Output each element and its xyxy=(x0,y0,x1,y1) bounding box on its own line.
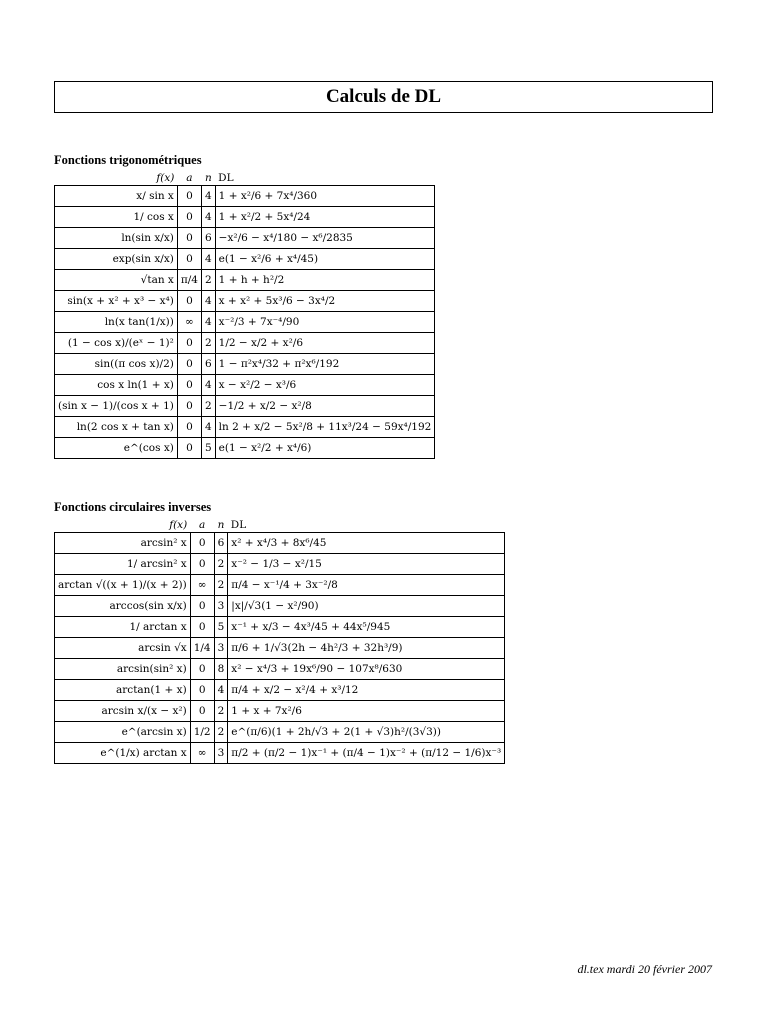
cell-n: 2 xyxy=(214,722,228,743)
table-row xyxy=(55,596,505,617)
cell-n: 2 xyxy=(214,554,228,575)
table-header-row xyxy=(55,518,505,533)
cell-dl: e^(π/6)(1 + 2h/√3 + 2(1 + √3)h²/(3√3)) xyxy=(228,722,505,743)
cell-a: 0 xyxy=(177,333,201,354)
cell-dl: −x²/6 − x⁴/180 − x⁶/2835 xyxy=(215,228,435,249)
cell-n: 6 xyxy=(214,533,228,554)
table-row xyxy=(55,228,435,249)
page-title: Calculs de DL xyxy=(325,86,442,107)
cell-function: arcsin(sin² x) xyxy=(55,659,191,680)
cell-a: 0 xyxy=(177,207,201,228)
cell-dl: e(1 − x²/2 + x⁴/6) xyxy=(215,438,435,459)
cell-function: arcsin √x xyxy=(55,638,191,659)
cell-n: 3 xyxy=(214,596,228,617)
cell-n: 4 xyxy=(201,417,215,438)
cell-dl: 1 + x²/6 + 7x⁴/360 xyxy=(215,186,435,207)
cell-dl: 1 + h + h²/2 xyxy=(215,270,435,291)
table-row xyxy=(55,722,505,743)
cell-a: 0 xyxy=(177,396,201,417)
table-row xyxy=(55,617,505,638)
table-row xyxy=(55,554,505,575)
table-row xyxy=(55,533,505,554)
cell-function: e^(1/x) arctan x xyxy=(55,743,191,764)
cell-dl: 1 + x²/2 + 5x⁴/24 xyxy=(215,207,435,228)
cell-function: (sin x − 1)/(cos x + 1) xyxy=(55,396,178,417)
cell-function: ln(x tan(1/x)) xyxy=(55,312,178,333)
cell-dl: x⁻² − 1/3 − x²/15 xyxy=(228,554,505,575)
cell-n: 8 xyxy=(214,659,228,680)
cell-function: e^(arcsin x) xyxy=(55,722,191,743)
table-row xyxy=(55,291,435,312)
table-row xyxy=(55,270,435,291)
cell-dl: x − x²/2 − x³/6 xyxy=(215,375,435,396)
title-box xyxy=(54,81,713,113)
cell-a: 0 xyxy=(190,617,214,638)
cell-a: 0 xyxy=(177,291,201,312)
cell-n: 2 xyxy=(214,575,228,596)
cell-a: 0 xyxy=(177,438,201,459)
cell-a: 0 xyxy=(177,354,201,375)
cell-a: 0 xyxy=(190,680,214,701)
cell-function: (1 − cos x)/(eˣ − 1)² xyxy=(55,333,178,354)
cell-a: π/4 xyxy=(177,270,201,291)
table-header-row xyxy=(55,171,435,186)
cell-dl: ln 2 + x/2 − 5x²/8 + 11x³/24 − 59x⁴/192 xyxy=(215,417,435,438)
cell-n: 4 xyxy=(201,186,215,207)
cell-function: cos x ln(1 + x) xyxy=(55,375,178,396)
cell-dl: π/6 + 1/√3(2h − 4h²/3 + 32h³/9) xyxy=(228,638,505,659)
header-a: a xyxy=(199,519,206,531)
trig-table xyxy=(54,171,435,459)
section-title-trig: Fonctions trigonométriques xyxy=(54,153,202,167)
cell-function: sin(x + x² + x³ − x⁴) xyxy=(55,291,178,312)
cell-function: arccos(sin x/x) xyxy=(55,596,191,617)
cell-a: ∞ xyxy=(190,743,214,764)
cell-n: 4 xyxy=(201,249,215,270)
cell-function: 1/ cos x xyxy=(55,207,178,228)
header-dl: DL xyxy=(230,519,247,531)
cell-a: 0 xyxy=(177,186,201,207)
cell-dl: x⁻²/3 + 7x⁻⁴/90 xyxy=(215,312,435,333)
header-f: f(x) xyxy=(156,172,175,184)
cell-a: 0 xyxy=(177,249,201,270)
table-row xyxy=(55,354,435,375)
table-row xyxy=(55,680,505,701)
cell-dl: x + x² + 5x³/6 − 3x⁴/2 xyxy=(215,291,435,312)
table-row xyxy=(55,417,435,438)
cell-a: ∞ xyxy=(177,312,201,333)
cell-a: 0 xyxy=(190,701,214,722)
section-title-inverse: Fonctions circulaires inverses xyxy=(54,500,212,514)
cell-a: 1/4 xyxy=(190,638,214,659)
cell-dl: 1/2 − x/2 + x²/6 xyxy=(215,333,435,354)
cell-function: e^(cos x) xyxy=(55,438,178,459)
table-row xyxy=(55,659,505,680)
cell-function: exp(sin x/x) xyxy=(55,249,178,270)
header-n: n xyxy=(204,172,212,184)
cell-dl: x⁻¹ + x/3 − 4x³/45 + 44x⁵/945 xyxy=(228,617,505,638)
cell-function: ln(sin x/x) xyxy=(55,228,178,249)
cell-dl: π/4 − x⁻¹/4 + 3x⁻²/8 xyxy=(228,575,505,596)
table-row xyxy=(55,375,435,396)
table-row xyxy=(55,438,435,459)
cell-function: ln(2 cos x + tan x) xyxy=(55,417,178,438)
cell-a: 0 xyxy=(190,554,214,575)
header-a: a xyxy=(186,172,193,184)
cell-a: 0 xyxy=(177,228,201,249)
table-row xyxy=(55,333,435,354)
cell-n: 4 xyxy=(201,207,215,228)
table-row xyxy=(55,207,435,228)
cell-dl: π/2 + (π/2 − 1)x⁻¹ + (π/4 − 1)x⁻² + (π/12 − 1/6)x⁻³ xyxy=(228,743,505,764)
cell-n: 5 xyxy=(214,617,228,638)
table-row xyxy=(55,575,505,596)
cell-n: 3 xyxy=(214,638,228,659)
cell-n: 2 xyxy=(201,333,215,354)
cell-n: 4 xyxy=(214,680,228,701)
cell-a: 0 xyxy=(190,659,214,680)
cell-dl: |x|/√3(1 − x²/90) xyxy=(228,596,505,617)
table-row xyxy=(55,396,435,417)
table-row xyxy=(55,186,435,207)
header-f: f(x) xyxy=(169,519,188,531)
cell-function: arctan √((x + 1)/(x + 2)) xyxy=(55,575,191,596)
page-footer: dl.tex mardi 20 février 2007 xyxy=(577,962,712,976)
cell-dl: π/4 + x/2 − x²/4 + x³/12 xyxy=(228,680,505,701)
inverse-table xyxy=(54,518,505,764)
header-dl: DL xyxy=(218,172,234,184)
cell-n: 6 xyxy=(201,354,215,375)
cell-n: 2 xyxy=(214,701,228,722)
cell-n: 3 xyxy=(214,743,228,764)
cell-function: arcsin² x xyxy=(55,533,191,554)
table-row xyxy=(55,249,435,270)
cell-dl: 1 − π²x⁴/32 + π²x⁶/192 xyxy=(215,354,435,375)
cell-a: 0 xyxy=(177,417,201,438)
cell-a: 1/2 xyxy=(190,722,214,743)
table-row xyxy=(55,701,505,722)
header-n: n xyxy=(217,519,225,531)
cell-function: arcsin x/(x − x²) xyxy=(55,701,191,722)
cell-n: 4 xyxy=(201,375,215,396)
cell-n: 4 xyxy=(201,291,215,312)
cell-dl: x² − x⁴/3 + 19x⁶/90 − 107x⁸/630 xyxy=(228,659,505,680)
cell-n: 2 xyxy=(201,396,215,417)
cell-a: ∞ xyxy=(190,575,214,596)
cell-dl: x² + x⁴/3 + 8x⁶/45 xyxy=(228,533,505,554)
table-row xyxy=(55,638,505,659)
cell-function: arctan(1 + x) xyxy=(55,680,191,701)
cell-dl: −1/2 + x/2 − x²/8 xyxy=(215,396,435,417)
cell-function: x/ sin x xyxy=(55,186,178,207)
cell-n: 5 xyxy=(201,438,215,459)
cell-a: 0 xyxy=(190,596,214,617)
cell-function: 1/ arctan x xyxy=(55,617,191,638)
cell-n: 2 xyxy=(201,270,215,291)
cell-n: 6 xyxy=(201,228,215,249)
table-row xyxy=(55,743,505,764)
table-row xyxy=(55,312,435,333)
cell-function: sin((π cos x)/2) xyxy=(55,354,178,375)
cell-dl: e(1 − x²/6 + x⁴/45) xyxy=(215,249,435,270)
cell-function: 1/ arcsin² x xyxy=(55,554,191,575)
cell-dl: 1 + x + 7x²/6 xyxy=(228,701,505,722)
cell-a: 0 xyxy=(190,533,214,554)
cell-n: 4 xyxy=(201,312,215,333)
cell-a: 0 xyxy=(177,375,201,396)
cell-function: √tan x xyxy=(55,270,178,291)
